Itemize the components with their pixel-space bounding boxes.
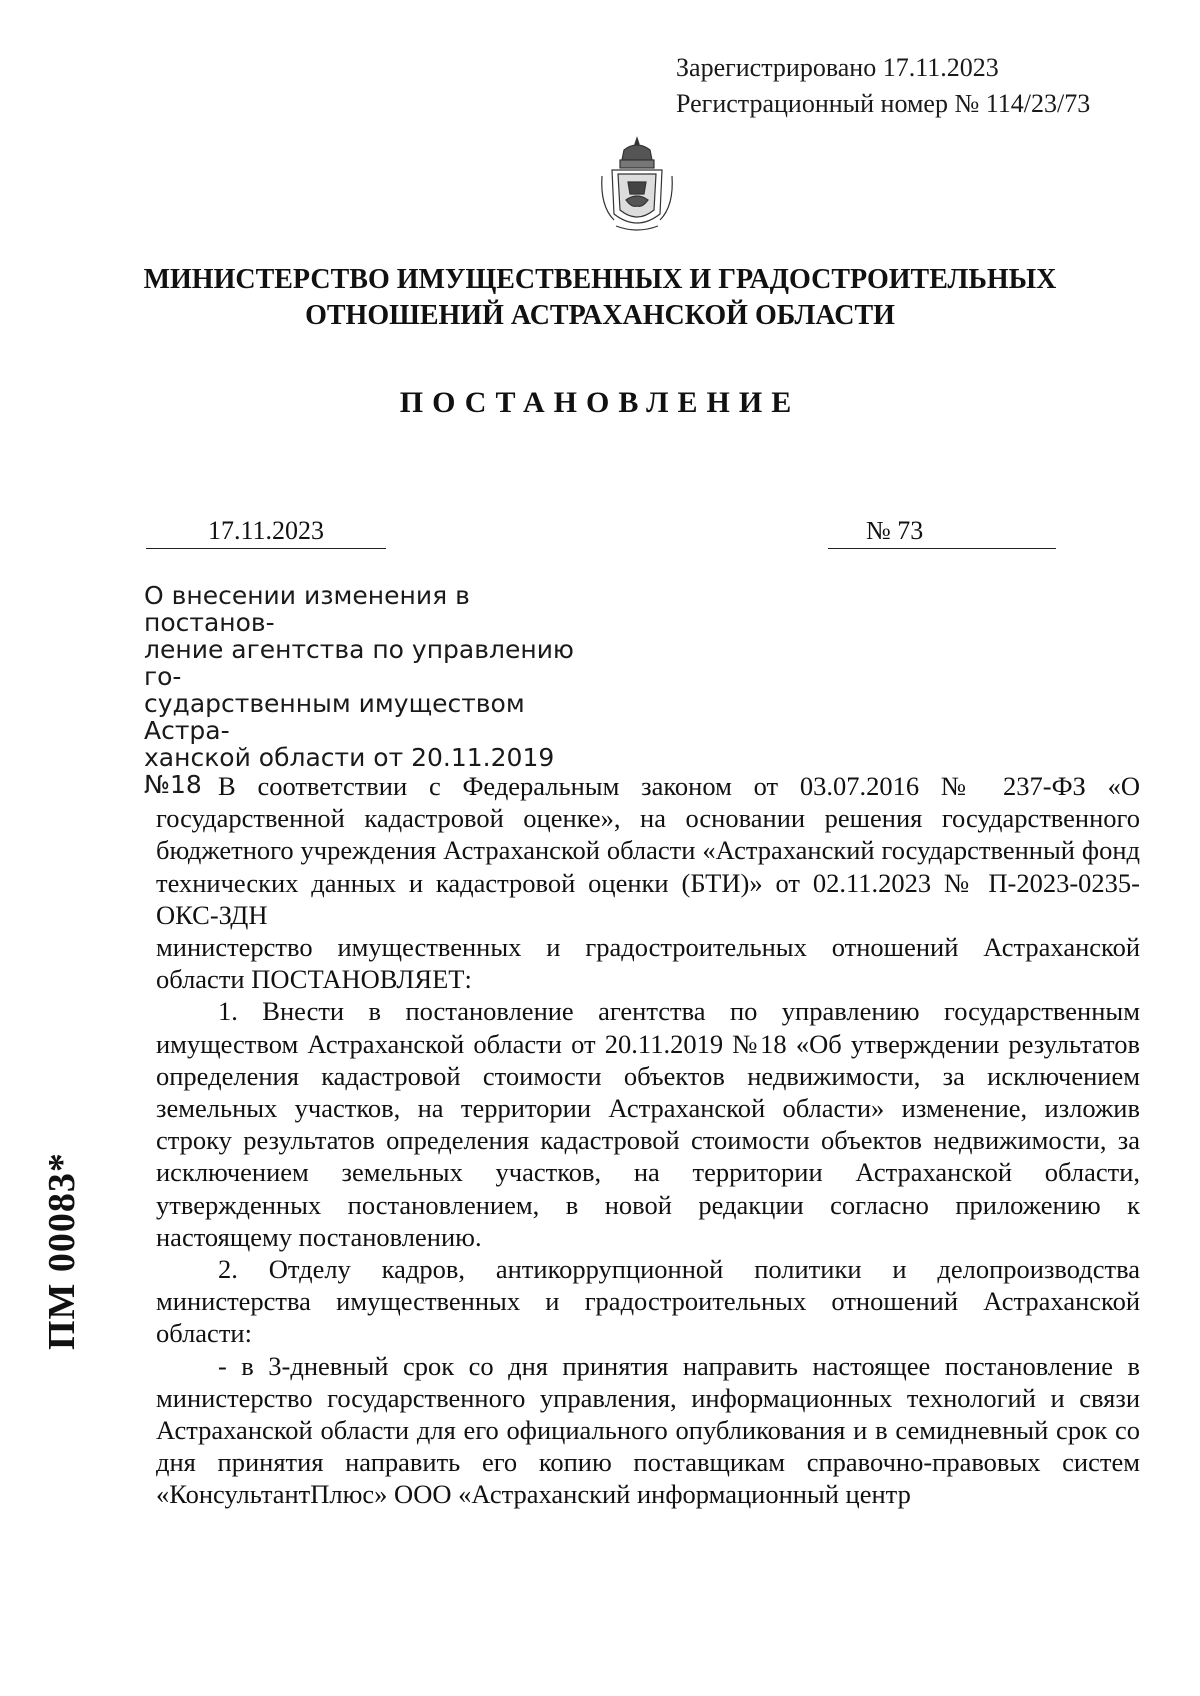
document-type-title: ПОСТАНОВЛЕНИЕ (399, 386, 801, 419)
document-date: 17.11.2023 (146, 516, 386, 549)
ministry-name-line1: МИНИСТЕРСТВО ИМУЩЕСТВЕННЫХ И ГРАДОСТРОИТЕЛЬНЫХ (143, 264, 1057, 295)
subject-line: ление агентства по управлению го- (144, 635, 574, 691)
item-2-subparagraph: - в 3-дневный срок со дня принятия направить настоящее постановление в министерство государственного управления, информационных технологий и связи Астраханской области для его официального опубликования и в семидневный срок со дня принятия направить его копию поставщикам справочно-правовых систем «КонсультантПлюс» ООО «Астраханский информационный центр (156, 1350, 1140, 1510)
registration-number: Регистрационный номер № 114/23/73 (676, 89, 1091, 118)
document-number: № 73 (866, 516, 924, 545)
item-2-paragraph: 2. Отделу кадров, антикоррупционной политики и делопроизводства министерства имущественных и градостроительных отношений Астраханской области: (156, 1254, 1140, 1349)
registration-block (676, 50, 1090, 122)
document-subject (144, 582, 604, 798)
document-stamp-code: ПМ 00083* (41, 1152, 83, 1350)
astrakhan-coat-of-arms-icon (598, 136, 676, 236)
document-body (156, 770, 1140, 1511)
registration-date: Зарегистрировано 17.11.2023 (676, 53, 999, 82)
ministry-name-line2: ОТНОШЕНИЙ АСТРАХАНСКОЙ ОБЛАСТИ (305, 300, 895, 331)
resolves-paragraph: министерство имущественных и градостроительных отношений Астраханской области ПОСТАНОВЛЯЕТ: (156, 932, 1140, 995)
subject-line: О внесении изменения в постанов- (144, 581, 470, 637)
item-1-paragraph: 1. Внести в постановление агентства по управлению государственным имуществом Астраханской области от 20.11.2019 №18 «Об утверждении результатов определения кадастровой стоимости объектов недвижимости, за исключением земельных участков, на территории Астраханской области» изменение, изложив строку результатов определения кадастровой стоимости объектов недвижимости, за исключением земельных участков, на территории Астраханской области, утвержденных постановлением, в новой редакции согласно приложению к настоящему постановлению. (156, 996, 1140, 1252)
subject-line: ханской области от 20.11.2019 №18 (144, 743, 555, 799)
ministry-name (100, 262, 1100, 334)
preamble-paragraph: В соответствии с Федеральным законом от 03.07.2016 № 237-ФЗ «О государственной кадастровой оценке», на основании решения государственного бюджетного учреждения Астраханской области «Астраханский государственный фонд технических данных и кадастровой оценки (БТИ)» от 02.11.2023 № П-2023-0235-ОКС-ЗДН (156, 771, 1140, 930)
subject-line: сударственным имуществом Астра- (144, 689, 525, 745)
document-number-line (828, 516, 1056, 549)
